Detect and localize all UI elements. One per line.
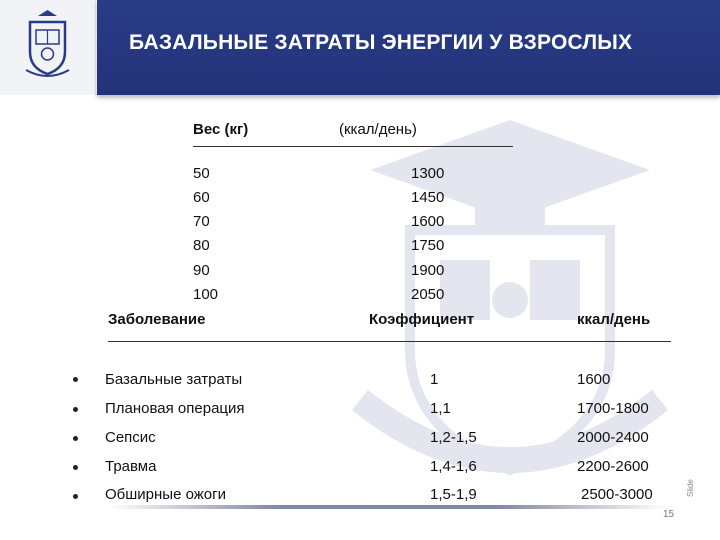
kcal-per-day-column-header: ккал/день <box>577 311 651 328</box>
university-logo <box>0 0 96 95</box>
disease-name: Сепсис <box>105 429 156 446</box>
coefficient-value: 1 <box>430 371 439 388</box>
bullet-icon <box>73 465 78 470</box>
kcal-value: 1750 <box>411 237 445 254</box>
disease-column-header: Заболевание <box>108 311 206 328</box>
coefficient-value: 1,2-1,5 <box>430 429 477 446</box>
kcal-value: 1450 <box>411 189 445 206</box>
disease-table-divider <box>108 341 671 342</box>
kcal-range-value: 2500-3000 <box>581 486 653 503</box>
weight-value: 80 <box>193 237 210 254</box>
kcal-range-value: 1600 <box>577 371 611 388</box>
weight-value: 60 <box>193 189 210 206</box>
disease-name: Базальные затраты <box>105 371 243 388</box>
bullet-icon <box>73 377 78 382</box>
weight-table-divider <box>193 146 513 147</box>
page-number: 15 <box>663 509 675 520</box>
disease-name: Плановая операция <box>105 400 245 417</box>
coefficient-value: 1,4-1,6 <box>430 458 477 475</box>
slide-label: Slide <box>686 479 695 497</box>
disease-name: Травма <box>105 458 157 475</box>
kcal-value: 1600 <box>411 213 445 230</box>
weight-value: 70 <box>193 213 210 230</box>
page-title: БАЗАЛЬНЫЕ ЗАТРАТЫ ЭНЕРГИИ У ВЗРОСЛЫХ <box>129 31 633 54</box>
kcal-column-header: (ккал/день) <box>339 121 417 138</box>
coefficient-value: 1,1 <box>430 400 451 417</box>
kcal-range-value: 2200-2600 <box>577 458 649 475</box>
weight-value: 90 <box>193 262 210 279</box>
kcal-value: 1900 <box>411 262 445 279</box>
kcal-value: 2050 <box>411 286 445 303</box>
university-crest-icon <box>0 0 95 95</box>
bullet-icon <box>73 436 78 441</box>
coefficient-column-header: Коэффициент <box>369 311 475 328</box>
weight-value: 100 <box>193 286 219 303</box>
weight-value: 50 <box>193 165 210 182</box>
watermark-crest-icon <box>300 100 720 520</box>
disease-name: Обширные ожоги <box>105 486 226 503</box>
footer-divider <box>108 505 668 509</box>
bullet-icon <box>73 407 78 412</box>
header-bar <box>97 0 720 95</box>
kcal-range-value: 1700-1800 <box>577 400 649 417</box>
bullet-icon <box>73 494 78 499</box>
weight-column-header: Вес (кг) <box>193 121 249 138</box>
kcal-range-value: 2000-2400 <box>577 429 649 446</box>
kcal-value: 1300 <box>411 165 445 182</box>
coefficient-value: 1,5-1,9 <box>430 486 477 503</box>
